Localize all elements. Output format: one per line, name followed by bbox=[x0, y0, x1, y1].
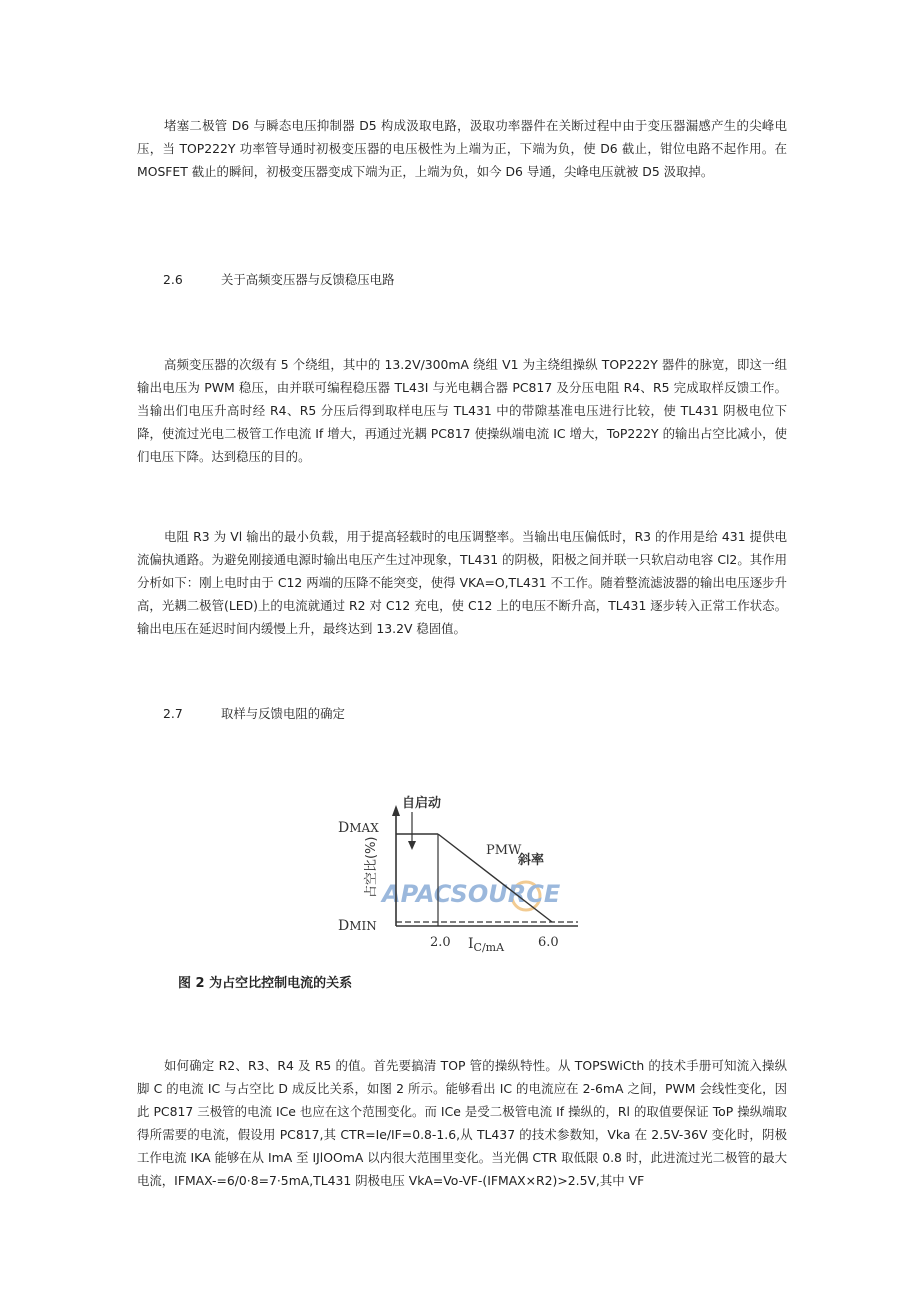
section-number: 2.6 bbox=[163, 272, 183, 287]
y-axis-label: 占空比(%) bbox=[364, 836, 379, 898]
x-tick-6: 6.0 bbox=[538, 935, 559, 950]
paragraph-resistor-selection: 如何确定 R2、R3、R4 及 R5 的值。首先要搞清 TOP 管的操纵特性。从 TOPSWiCth 的技术手册可知流入操纵脚 C 的电流 IC 与占空比 D 成反比关系，如图 2 所示。能够看出 IC 的电流应在 2-6mA 之间，PWM 会线性变化，因此 PC817 三极管的电流 ICe 也应在这个范围变化。而 ICe 是受二极管电流 If 操纵的，Rl 的取值要保证 ToP 操纵端取得所需要的电流，假设用 PC817,其 CTR=Ie/IF=0.8-1.6,从 TL437 的技术参数知，Vka 在 2.5V-36V 变化时，阴极工作电流 IKA 能够在从 ImA 至 IJlOOmA 以内很大范围里变化。当光偶 CTR 取低限 0.8 时，此进流过光二极管的最大电流，IFMAX-=6/0·8=7·5mA,TL431 阴极电压 VkA=Vo-VF-(IFMAX×R2)>2.5V,其中 VF bbox=[137, 1058, 787, 1188]
dmax-label: DMAX bbox=[338, 820, 379, 836]
paragraph-transformer: 高频变压器的次级有 5 个绕组，其中的 13.2V/300mA 绕组 V1 为主绕组操纵 TOP222Y 器件的脉宽，即这一组输出电压为 PWM 稳压，由并联可编程稳压器 TL43I 与光电耦合器 PC817 及分压电阻 R4、R5 完成取样反馈工作。当输出们电压升高时经 R4、R5 分压后得到取样电压与 TL431 中的带隙基准电压进行比较，使 TL431 阴极电位下降，使流过光电二极管工作电流 If 增大，再通过光耦 PC817 使操纵端电流 IC 增大，ToP222Y 的输出占空比减小，使们电压下降。达到稳压的目的。 bbox=[137, 357, 787, 464]
section-title: 取样与反馈电阻的确定 bbox=[221, 706, 345, 721]
slope-label: 斜率 bbox=[518, 853, 545, 868]
section-heading-2-6 bbox=[163, 270, 394, 288]
section-heading-2-7 bbox=[163, 704, 345, 722]
x-axis-label: $I_{C/mA}$ bbox=[468, 936, 505, 954]
paragraph-clamp-circuit: 堵塞二极管 D6 与瞬态电压抑制器 D5 构成汲取电路，汲取功率器件在关断过程中由于变压器漏感产生的尖峰电压，当 TOP222Y 功率管导通时初极变压器的电压极性为上端为正，下端为负，使 D6 截止，钳位电路不起作用。在 MOSFET 截止的瞬间，初极变压器变成下端为正，上端为负，如今 D6 导通，尖峰电压就被 D5 汲取掉。 bbox=[137, 118, 787, 179]
auto-start-arrow-head bbox=[408, 841, 416, 850]
duty-cycle-vs-control-current-figure bbox=[330, 788, 590, 958]
paragraph-soft-start: 电阻 R3 为 Vl 输出的最小负载，用于提高轻载时的电压调整率。当输出电压偏低时，R3 的作用是给 431 提供电流偏执通路。为避免刚接通电源时输出电压产生过冲现象，TL431 的阴极，阳极之间并联一只软启动电容 Cl2。其作用分析如下：刚上电时由于 C12 两端的压降不能突变，使得 VKA=O,TL431 不工作。随着整流滤波器的输出电压逐步升高，光耦二极管(LED)上的电流就通过 R2 对 C12 充电，使 C12 上的电压不断升高，TL431 逐步转入正常工作状态。输出电压在延迟时间内缓慢上升，最终达到 13.2V 稳固值。 bbox=[137, 529, 787, 636]
section-title: 关于高频变压器与反馈稳压电路 bbox=[221, 272, 395, 287]
pwm-label: PMW bbox=[486, 843, 522, 858]
dmin-label: DMIN bbox=[338, 918, 377, 934]
watermark-logo bbox=[380, 880, 561, 910]
figure-caption: 图 2 为占空比控制电流的关系 bbox=[178, 976, 353, 991]
section-number: 2.7 bbox=[163, 706, 183, 721]
x-tick-2: 2.0 bbox=[430, 935, 451, 950]
y-axis-arrow bbox=[392, 805, 400, 816]
auto-start-label: 自启动 bbox=[402, 796, 442, 811]
watermark-text: APACSOURCE bbox=[382, 880, 561, 908]
